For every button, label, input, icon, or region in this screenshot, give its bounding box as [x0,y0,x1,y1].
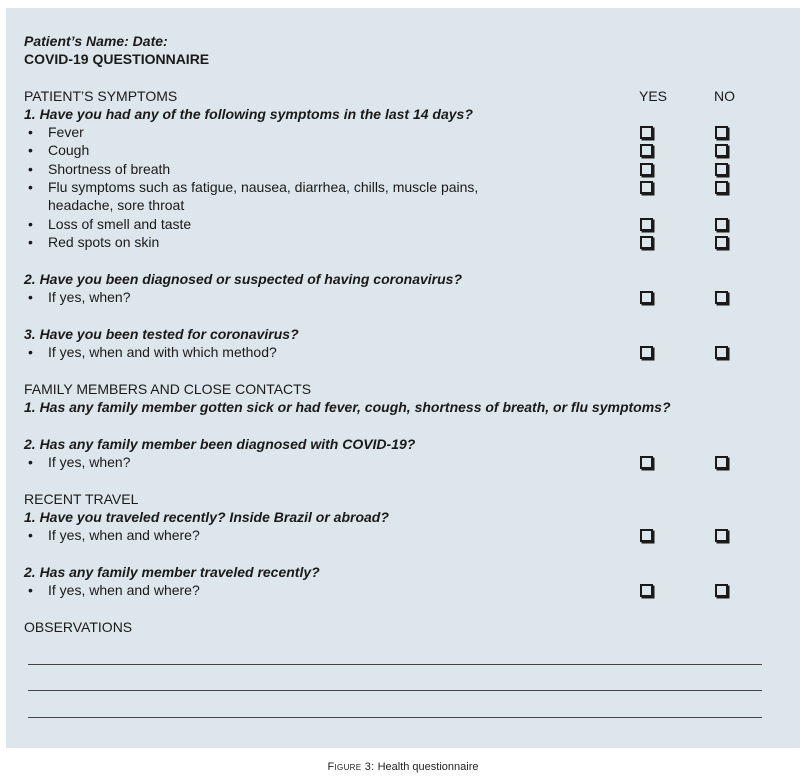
symptom-shortness-of-breath: Shortness of breath [48,161,171,177]
cough-yes-checkbox[interactable] [640,144,653,157]
travel-q1-sub: If yes, when and where? [48,527,200,543]
tested-no-checkbox[interactable] [715,346,728,359]
flu-symptoms-yes-checkbox[interactable] [640,181,653,194]
fever-yes-checkbox[interactable] [640,126,653,139]
bullet: • [28,582,33,598]
red-spots-no-checkbox[interactable] [715,236,728,249]
symptom-red-spots: Red spots on skin [48,234,160,250]
yes-column-header: YES [639,88,668,104]
symptoms-question-3: 3. Have you been tested for coronavirus? [24,326,299,342]
symptom-flu-continued: headache, sore throat [48,197,185,213]
travel-q2-sub: If yes, when and where? [48,582,200,598]
diagnosed-yes-checkbox[interactable] [640,291,653,304]
bullet: • [28,142,33,158]
family-diagnosed-no-checkbox[interactable] [715,456,728,469]
travel-heading: RECENT TRAVEL [24,491,139,507]
questionnaire-title: COVID-19 QUESTIONNAIRE [24,51,210,67]
shortness-of-breath-no-checkbox[interactable] [715,163,728,176]
loss-of-smell-no-checkbox[interactable] [715,218,728,231]
tested-yes-checkbox[interactable] [640,346,653,359]
observations-heading: OBSERVATIONS [24,619,133,635]
fever-no-checkbox[interactable] [715,126,728,139]
symptoms-heading: PATIENT’S SYMPTOMS [24,88,178,104]
family-diagnosed-yes-checkbox[interactable] [640,456,653,469]
observations-line-2[interactable] [28,690,762,691]
symptom-flu: Flu symptoms such as fatigue, nausea, diarrhea, chills, muscle pains, [48,179,479,195]
diagnosed-no-checkbox[interactable] [715,291,728,304]
travel-question-1: 1. Have you traveled recently? Inside Brazil or abroad? [24,509,389,525]
family-q2-sub: If yes, when? [48,454,131,470]
family-traveled-no-checkbox[interactable] [715,584,728,597]
figure-number: Figure 3: [327,761,375,773]
bullet: • [28,179,33,195]
red-spots-yes-checkbox[interactable] [640,236,653,249]
figure-caption-text: Health questionnaire [377,761,479,773]
family-question-1: 1. Has any family member gotten sick or had fever, cough, shortness of breath, or flu symptoms? [24,399,671,415]
bullet: • [28,124,33,140]
bullet: • [28,289,33,305]
symptom-loss-of-smell: Loss of smell and taste [48,216,192,232]
symptoms-q3-sub: If yes, when and with which method? [48,344,277,360]
bullet: • [28,454,33,470]
bullet: • [28,216,33,232]
symptom-fever: Fever [48,124,84,140]
bullet: • [28,234,33,250]
symptom-cough: Cough [48,142,90,158]
traveled-no-checkbox[interactable] [715,529,728,542]
bullet: • [28,527,33,543]
symptoms-question-1: 1. Have you had any of the following symptoms in the last 14 days? [24,106,473,122]
bullet: • [28,161,33,177]
cough-no-checkbox[interactable] [715,144,728,157]
travel-question-2: 2. Has any family member traveled recently? [24,564,320,580]
shortness-of-breath-yes-checkbox[interactable] [640,163,653,176]
observations-line-1[interactable] [28,664,762,665]
loss-of-smell-yes-checkbox[interactable] [640,218,653,231]
observations-line-3[interactable] [28,717,762,718]
family-traveled-yes-checkbox[interactable] [640,584,653,597]
bullet: • [28,344,33,360]
patient-name-date: Patient’s Name: Date: [24,33,168,49]
no-column-header: NO [714,88,735,104]
family-heading: FAMILY MEMBERS AND CLOSE CONTACTS [24,381,312,397]
figure-caption [0,761,806,773]
flu-symptoms-no-checkbox[interactable] [715,181,728,194]
symptoms-q2-sub: If yes, when? [48,289,131,305]
symptoms-question-2: 2. Have you been diagnosed or suspected of having coronavirus? [24,271,462,287]
traveled-yes-checkbox[interactable] [640,529,653,542]
family-question-2: 2. Has any family member been diagnosed with COVID-19? [24,436,416,452]
